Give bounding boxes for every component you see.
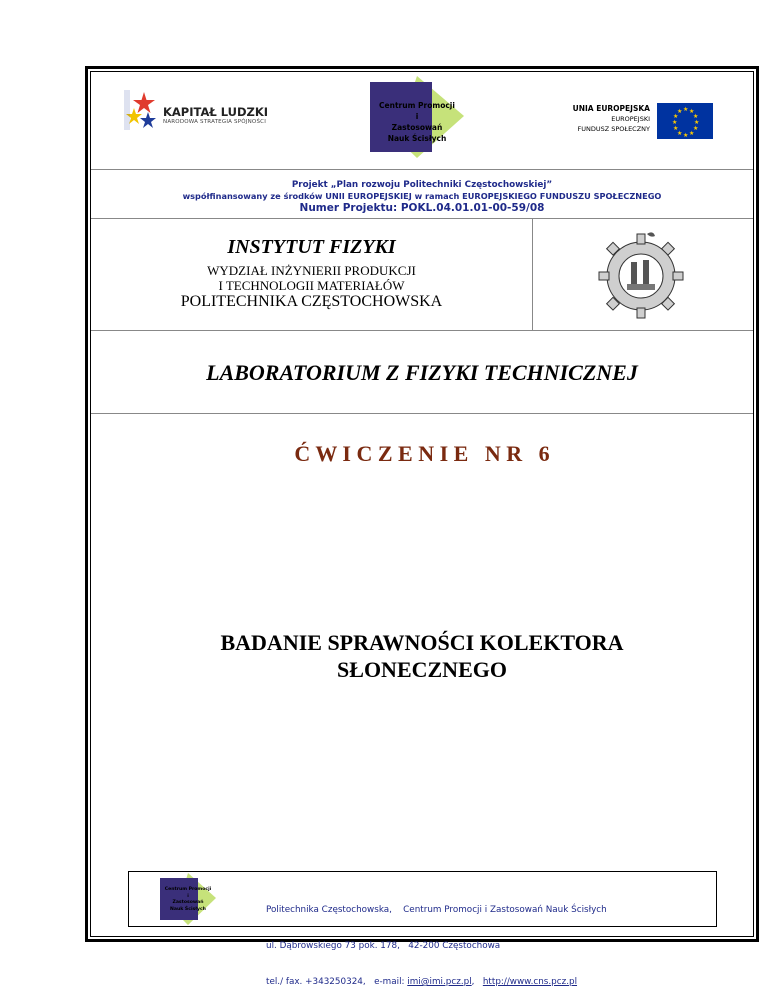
divider-header <box>91 169 753 170</box>
cpz-small-line2: i <box>187 893 189 899</box>
kapital-ludzki-logo <box>124 90 164 130</box>
university-seal-icon <box>593 226 689 322</box>
svg-text:★: ★ <box>672 119 678 126</box>
cpz-logo-small <box>160 873 216 925</box>
svg-text:★: ★ <box>689 108 695 115</box>
faculty-line2: I TECHNOLOGII MATERIAŁÓW <box>218 278 405 293</box>
eu-flag-icon <box>657 103 713 139</box>
topic-line2: SŁONECZNEGO <box>337 657 507 682</box>
svg-text:★: ★ <box>677 108 683 115</box>
svg-text:★: ★ <box>673 113 679 120</box>
kapital-ludzki-title: KAPITAŁ LUDZKI <box>163 105 269 119</box>
institute-name: INSTYTUT FIZYKI <box>227 236 396 258</box>
svg-text:★: ★ <box>677 130 683 137</box>
svg-text:★: ★ <box>683 106 689 113</box>
svg-text:★: ★ <box>689 130 695 137</box>
topic-line1: BADANIE SPRAWNOŚCI KOLEKTORA <box>220 630 624 655</box>
cpz-line3: Zastosowań <box>391 123 443 132</box>
eu-flag <box>657 103 713 139</box>
cpz-line2: i <box>415 112 419 121</box>
exercise-number: Ć W I C Z E N I E N R 6 <box>294 441 550 466</box>
footer-line3 <box>266 976 607 988</box>
faculty-line1: WYDZIAŁ INŻYNIERII PRODUKCJI <box>207 263 416 278</box>
svg-text:★: ★ <box>673 125 679 132</box>
website-link[interactable]: http://www.cns.pcz.pl <box>482 977 578 987</box>
kapital-ludzki-subtitle: NARODOWA STRATEGIA SPÓJNOŚCI <box>163 119 267 125</box>
lab-title: LABORATORIUM Z FIZYKI TECHNICZNEJ <box>206 360 638 385</box>
svg-text:★: ★ <box>693 125 699 132</box>
university-name: POLITECHNIKA CZĘSTOCHOWSKA <box>180 293 443 310</box>
cpz-small-line3: Zastosowań <box>172 900 204 905</box>
divider-vertical-seal <box>532 218 533 330</box>
eu-text <box>560 104 650 134</box>
footer-phone: tel./ fax. +343250324, e-mail: <box>266 977 408 987</box>
eu-line2: EUROPEJSKI <box>611 115 650 123</box>
university-seal <box>593 226 689 322</box>
divider-lab <box>91 413 753 414</box>
project-line1: Projekt „Plan rozwoju Politechniki Częstochowskiej” <box>291 180 553 190</box>
footer-text <box>266 880 607 1000</box>
divider-institute <box>91 330 753 331</box>
footer-separator: , <box>471 977 483 987</box>
svg-text:★: ★ <box>693 113 699 120</box>
project-number: Numer Projektu: POKL.04.01.01-00-59/08 <box>299 202 545 214</box>
footer-line2: ul. Dąbrowskiego 73 pok. 178, 42-200 Częstochowa <box>266 941 501 951</box>
project-line2: współfinansowany ze środków UNII EUROPEJSKIEJ w ramach EUROPEJSKIEGO FUNDUSZU SPOŁECZNEGO <box>182 191 662 201</box>
kapital-ludzki-icon <box>124 90 164 130</box>
cpz-small-line1: Centrum Promocji <box>164 887 212 892</box>
cpz-line4: Nauk Ścisłych <box>387 134 447 143</box>
eu-line3: FUNDUSZ SPOŁECZNY <box>577 125 650 133</box>
footer-line1: Politechnika Częstochowska, Centrum Promocji i Zastosowań Nauk Ścisłych <box>266 905 607 915</box>
svg-text:★: ★ <box>683 132 689 139</box>
cpz-line1: Centrum Promocji <box>379 101 455 110</box>
eu-line1: UNIA EUROPEJSKA <box>572 104 650 113</box>
svg-text:★: ★ <box>694 119 700 126</box>
cpz-small-line4: Nauk Ścisłych <box>170 906 206 912</box>
divider-project <box>91 218 753 219</box>
cpz-logo <box>370 76 464 158</box>
email-link[interactable]: imi@imi.pcz.pl <box>407 977 472 987</box>
